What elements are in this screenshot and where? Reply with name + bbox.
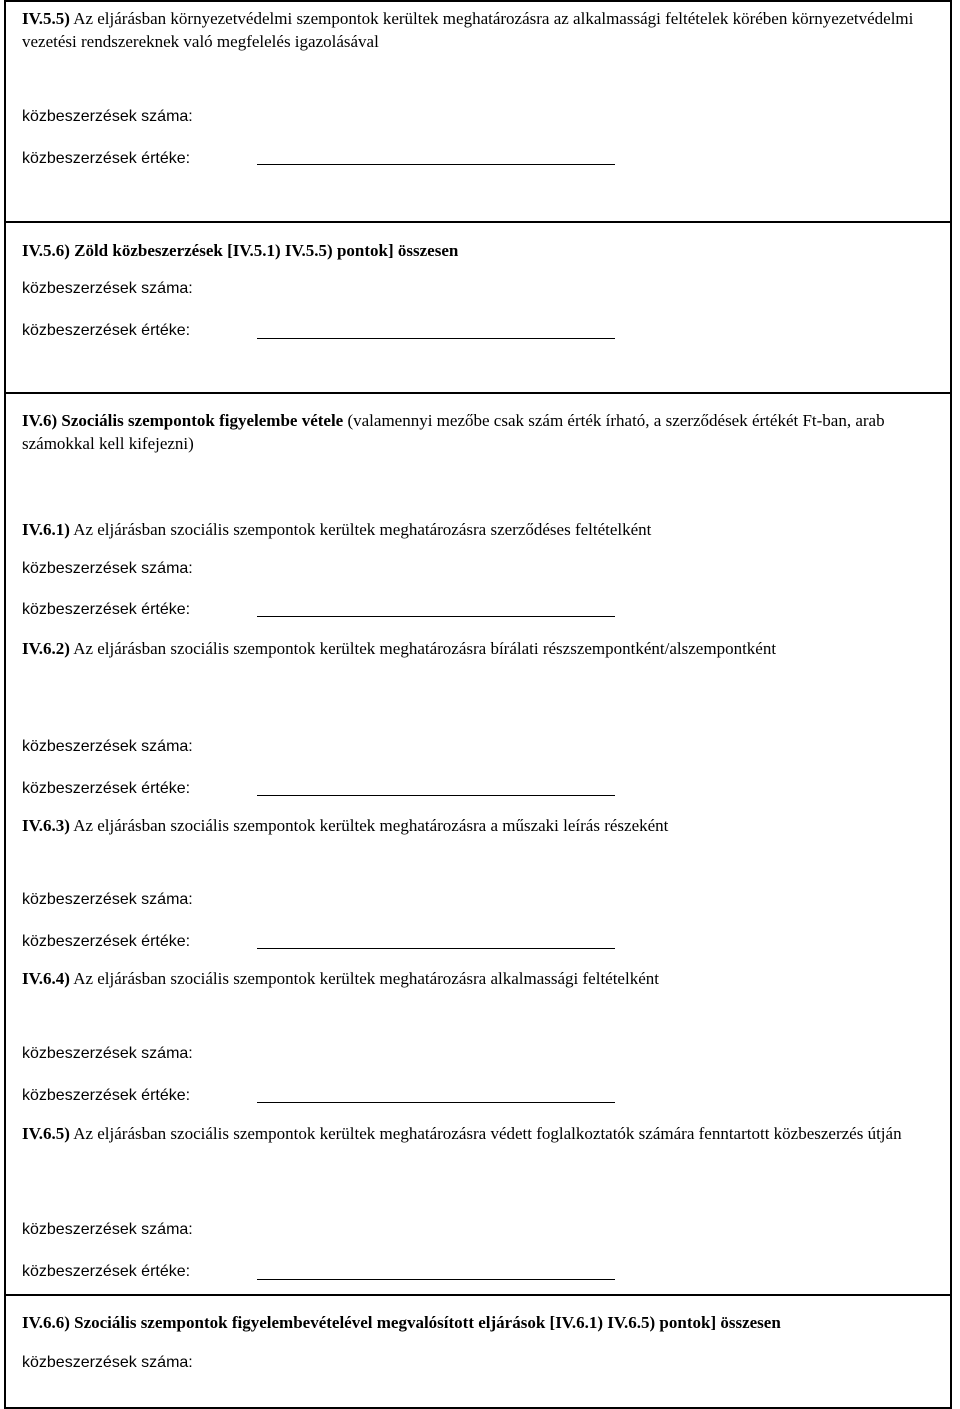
- count-label: közbeszerzések száma:: [22, 738, 193, 755]
- section-iv-5-6: [4, 221, 952, 394]
- count-label: közbeszerzések száma:: [22, 280, 193, 297]
- section-iv-6-1-text: IV.6.1) Az eljárásban szociális szempontok kerültek meghatározásra szerződéses feltételként: [22, 520, 652, 539]
- value-field[interactable]: [257, 616, 615, 617]
- section-iv-6: [4, 392, 952, 1409]
- section-iv-6-5-text: IV.6.5) Az eljárásban szociális szempontok kerültek meghatározásra védett foglalkoztatók számára fenntartott közbeszerzés útján: [22, 1124, 902, 1143]
- value-field[interactable]: [257, 338, 615, 339]
- count-label: közbeszerzések száma:: [22, 1045, 193, 1062]
- count-label: közbeszerzések száma:: [22, 1221, 193, 1238]
- value-label: közbeszerzések értéke:: [22, 322, 191, 339]
- value-label: közbeszerzések értéke:: [22, 601, 191, 618]
- section-divider: [6, 1294, 950, 1296]
- value-field[interactable]: [257, 1279, 615, 1280]
- value-label: közbeszerzések értéke:: [22, 1263, 191, 1280]
- section-iv-6-2-text: IV.6.2) Az eljárásban szociális szempontok kerültek meghatározásra bírálati részszempontként/alszempontként: [22, 639, 777, 658]
- value-label: közbeszerzések értéke:: [22, 933, 191, 950]
- section-iv-5-5: [4, 0, 952, 223]
- count-label: közbeszerzések száma:: [22, 891, 193, 908]
- section-iv-6-4-text: IV.6.4) Az eljárásban szociális szempontok kerültek meghatározásra alkalmassági feltételként: [22, 969, 659, 988]
- section-iv-5-5-text: IV.5.5) Az eljárásban környezetvédelmi szempontok kerültek meghatározásra az alkalmassági feltételek körében környezetvédelmi vezetési rendszereknek való megfelelés igazolásával: [22, 9, 914, 51]
- value-field[interactable]: [257, 164, 615, 165]
- section-iv-6-3-text: IV.6.3) Az eljárásban szociális szempontok kerültek meghatározásra a műszaki leírás részeként: [22, 816, 669, 835]
- value-label: közbeszerzések értéke:: [22, 1087, 191, 1104]
- value-label: közbeszerzések értéke:: [22, 780, 191, 797]
- value-field[interactable]: [257, 948, 615, 949]
- section-iv-6-heading: IV.6) Szociális szempontok figyelembe vétele (valamennyi mezőbe csak szám érték írható, a szerződések értékét Ft-ban, arab számokkal kell kifejezni): [22, 411, 885, 453]
- section-iv-6-6-heading: IV.6.6) Szociális szempontok figyelembevételével megvalósított eljárások [IV.6.1) IV.6.5) pontok] összesen: [22, 1313, 781, 1332]
- count-label: közbeszerzések száma:: [22, 1354, 193, 1371]
- section-iv-5-6-heading: IV.5.6) Zöld közbeszerzések [IV.5.1) IV.5.5) pontok] összesen: [22, 241, 459, 260]
- count-label: közbeszerzések száma:: [22, 560, 193, 577]
- count-label: közbeszerzések száma:: [22, 108, 193, 125]
- value-label: közbeszerzések értéke:: [22, 150, 191, 167]
- value-field[interactable]: [257, 1102, 615, 1103]
- value-field[interactable]: [257, 795, 615, 796]
- section-iv-5-5-code: IV.5.5): [22, 9, 70, 28]
